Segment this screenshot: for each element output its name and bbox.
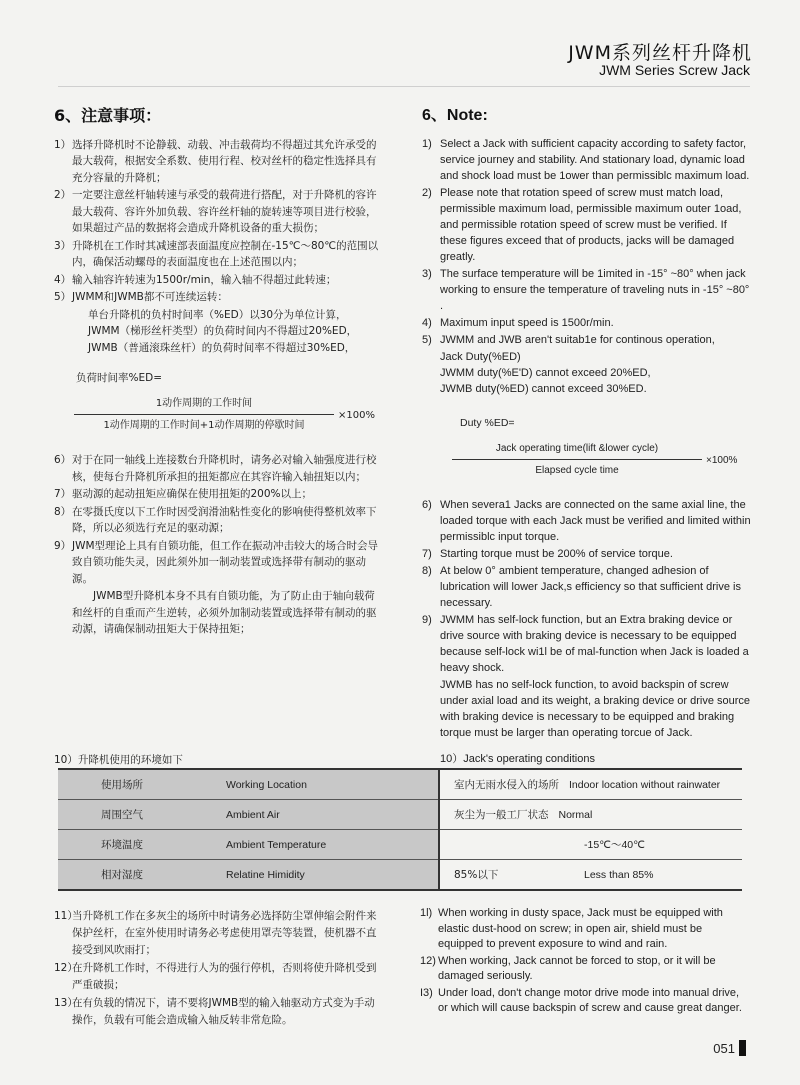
- note-item: [422, 136, 752, 184]
- item9-extra: JWMB has no self-lock function, to avoid backspin of screw under axial load and its weight, a braking device or drive source with braking device is necessary to be equipped and braking torque must be larger than operating torcue of Jack.: [440, 679, 751, 739]
- environment-table: [58, 768, 742, 891]
- row-label-cn: 周围空气: [58, 800, 186, 830]
- formula-cn: [54, 370, 384, 440]
- note-item: [420, 986, 750, 1017]
- row-value-en: Indoor location without rainwater: [569, 779, 721, 791]
- note-text: 驱动源的起动扭矩应确保在使用扭矩的200%以上；: [72, 488, 313, 500]
- note-item: [54, 238, 384, 271]
- section-title-en: 6、Note:: [422, 107, 488, 124]
- formula-multiplier: ×100%: [706, 455, 738, 466]
- note-number: 1）: [54, 138, 72, 151]
- note-text: Please note that rotation speed of screw must match load, permissible maximum load, permissible maximum outer 1oad, and permissible rotation speed of screw must be verified. If these figures exceed that of products, jacks will be damaged greatly.: [440, 187, 742, 263]
- note-number: 9）: [54, 539, 72, 552]
- sub-line: JWMB duty(%ED) cannot exceed 30%ED.: [440, 383, 647, 395]
- row-label-en: Working Location: [186, 769, 439, 800]
- note-number: 5): [422, 334, 432, 346]
- page-number: [713, 1040, 746, 1056]
- note-number: 13）: [54, 997, 78, 1009]
- note-text: Under load, don't change motor drive mode into manual drive, or which will cause backspin of screw and cause great danger.: [438, 986, 742, 1014]
- note-text: Starting torque must be 200% of service torque.: [440, 548, 673, 560]
- note-number: 4）: [54, 273, 72, 286]
- row-value: [439, 769, 742, 800]
- table-row: [58, 769, 742, 800]
- table-title-cn: 10）升降机使用的环境如下: [54, 754, 183, 766]
- note-number: 6）: [54, 454, 72, 466]
- note-item: [422, 315, 752, 331]
- item9-extra: JWMB型升降机本身不具有自锁功能，为了防止由于轴向载荷和丝杆的自重而产生逆转，必须外加制动装置或选择带有制动的驱动源，请确保制动扭矩大于保持扭矩；: [72, 590, 377, 635]
- table-title-en: 10）Jack's operating conditions: [440, 753, 595, 765]
- note-item: [422, 612, 752, 676]
- note-text: 在升降机工作时，不得进行人为的强行停机，否则将使升降机受到严重破损；: [72, 962, 377, 991]
- note-item: [54, 960, 384, 994]
- note-item: [422, 497, 752, 545]
- row-value: [439, 800, 742, 830]
- note-text: Select a Jack with sufficient capacity according to safety factor, service journey and stability. And stationary load, dynamic load and shock load must be 1ower than permissiblc maximum load.: [440, 138, 750, 182]
- note-number: 7): [422, 548, 432, 560]
- note-text: 一定要注意丝杆轴转速与承受的载荷进行搭配，对于升降机的容许最大载荷、容许外加负载、容许丝杆轴的旋转速等项目进行校验，如果超过产品的数据将会造成升降机设备的重大损伤；: [72, 189, 377, 234]
- note-number: 2）: [54, 189, 72, 201]
- note-text: JWMM has self-lock function, but an Extra braking device or drive source with braking device is necessary to be equipped because self-lock wi1l be of mal-function when Jack is loaded a heavy shock.: [440, 614, 749, 674]
- note-number: 2): [422, 187, 432, 199]
- note-item: [420, 954, 750, 985]
- row-label-en: Ambient Temperature: [186, 830, 439, 860]
- header-title-en: JWM Series Screw Jack: [599, 62, 750, 78]
- formula-numerator: 1动作周期的工作时间: [155, 398, 253, 409]
- page-marker-bar: [739, 1040, 746, 1056]
- formula-fraction-line: [452, 459, 702, 460]
- row-value-cn: 灰尘为一般工厂状态: [454, 809, 549, 821]
- bottom-notes-en: [420, 906, 750, 1018]
- table-row: [58, 830, 742, 860]
- sub-line: JWMM（梯形丝杆类型）的负荷时间内不得超过20%ED，: [88, 325, 358, 337]
- note-number: 11）: [54, 910, 78, 922]
- note-number: 1): [422, 138, 432, 150]
- row-value-cn: 85%以下: [454, 869, 499, 881]
- formula-numerator: Jack operating time(lift &lower cycle): [495, 443, 659, 454]
- note-text: 输入轴容许转速为1500r/min，输入轴不得超过此转速；: [72, 273, 337, 286]
- formula-label: 负荷时间率%ED=: [76, 372, 162, 384]
- formula-denominator: Elapsed cycle time: [535, 465, 619, 476]
- note-text: 对于在同一轴线上连接数台升降机时，请务必对输入轴强度进行校核，使每台升降机所承担的扭矩都应在其容许输入轴扭矩以内；: [72, 454, 377, 483]
- note-text: 在有负载的情况下，请不要将JWMB型的输入轴驱动方式变为手动操作，负载有可能会造成输入轴反转非常危险。: [72, 997, 375, 1026]
- note-number: I3): [420, 986, 433, 999]
- note-text: JWM型理论上具有自锁功能，但工作在振动冲击较大的场合时会导致自锁功能失灵，因此须外加一制动装置或选择带有制动的驱动源。: [72, 539, 379, 585]
- sub-line: JWMM duty(%E'D) cannot exceed 20%ED,: [440, 367, 651, 379]
- note-item: [54, 137, 384, 187]
- note-item: [54, 187, 384, 237]
- note-text: JWMM and JWB aren't suitab1e for continous operation,: [440, 334, 715, 346]
- note-text: 升降机在工作时其减速部表面温度应控制在-15℃～80℃的范围以内，确保活动螺母的表面温度也在上述范围以内；: [72, 239, 379, 268]
- table-row: [58, 860, 742, 891]
- note-text: When severa1 Jacks are connected on the same axial line, the loaded torque with each Jack must be verified and limited within permissiblc input torque.: [440, 499, 751, 543]
- row-value: [439, 860, 742, 891]
- table-row: [58, 800, 742, 830]
- note-number: 8): [422, 565, 432, 577]
- row-label-en: Relatine Himidity: [186, 860, 439, 891]
- header-divider: [58, 86, 750, 87]
- note-text: When working, Jack cannot be forced to stop, or it will be damaged seriously.: [438, 954, 716, 982]
- note-item: [54, 452, 384, 485]
- note-text: Maximum input speed is 1500r/min.: [440, 317, 614, 329]
- note-number: 9): [422, 614, 432, 626]
- note-text: 当升降机工作在多灰尘的场所中时请务必选择防尘罩伸缩会附件来保护丝杆，在室外使用时请务必考虑使用罩壳等装置，使机器不直接受到风吹雨打；: [72, 910, 377, 956]
- formula-en: [422, 415, 752, 485]
- formula-multiplier: ×100%: [338, 410, 375, 421]
- note-item: [54, 908, 384, 959]
- row-value-en: -15℃～40℃: [584, 839, 645, 851]
- note-item: [54, 995, 384, 1029]
- note-text: When working in dusty space, Jack must be equipped with elastic dust-hood on screw; in open air, shield must be equipped to prevent exposure to wind and rain.: [438, 907, 723, 950]
- note-item: [422, 563, 752, 611]
- note-number: 5）: [54, 291, 72, 303]
- note-item: [422, 332, 752, 348]
- note-item: [422, 185, 752, 265]
- note-number: 8）: [54, 505, 72, 518]
- sub-line: JWMB（普通滚珠丝杆）的负荷时间率不得超过30%ED，: [88, 341, 356, 354]
- left-column: [54, 108, 384, 638]
- page-number-text: 051: [713, 1041, 735, 1056]
- note-item: [54, 272, 384, 289]
- row-value-en: Normal: [558, 809, 593, 821]
- formula-label: Duty %ED=: [460, 417, 515, 429]
- row-value: [439, 830, 742, 860]
- formula-fraction-line: [74, 414, 334, 415]
- note-item: [54, 486, 384, 503]
- sub-line: Jack Duty(%ED): [440, 351, 521, 363]
- note-item: [54, 504, 384, 537]
- section-title-cn: 6、注意事项：: [54, 106, 162, 125]
- note-text: 选择升降机时不论静载、动载、冲击载荷均不得超过其允许承受的最大载荷，根据安全系数、使用行程、校对丝杆的稳定性选择具有充分容量的升降机；: [72, 138, 377, 184]
- formula-denominator: 1动作周期的工作时间+1动作周期的停歇时间: [103, 420, 305, 431]
- note-number: 12）: [54, 962, 78, 974]
- note-item: [54, 538, 384, 588]
- sub-line: 单台升降机的负村时间率（%ED）以30分为单位计算，: [88, 308, 347, 321]
- note-number: 3）: [54, 239, 72, 252]
- note-number: 6): [422, 499, 432, 511]
- note-text: At below 0° ambient temperature, changed adhesion of lubrication will lower Jack,s efficiency so that sufficient drive is necessary.: [440, 565, 741, 609]
- note-number: 12): [420, 954, 436, 967]
- row-label-cn: 环境温度: [58, 830, 186, 860]
- note-number: 7）: [54, 488, 72, 500]
- note-item: [54, 289, 384, 306]
- note-text: 在零摄氏度以下工作时因受润滑油粘性变化的影响使得整机效率下降，所以必须选行充足的驱动源；: [72, 505, 377, 534]
- row-label-en: Ambient Air: [186, 800, 439, 830]
- right-column: [422, 108, 752, 741]
- bottom-notes-cn: [54, 908, 384, 1030]
- note-text: The surface temperature will be 1imited in -15° ~80° when jack working to ensure the temperature of traveling nuts in -15° ~80° .: [440, 268, 750, 312]
- note-text: JWMM和JWMB都不可连续运转：: [72, 291, 228, 303]
- note-item: [422, 266, 752, 314]
- row-value-en: Less than 85%: [584, 869, 654, 881]
- note-item: [420, 906, 750, 953]
- note-number: 3): [422, 268, 432, 280]
- row-label-cn: 相对湿度: [58, 860, 186, 891]
- note-item: [422, 546, 752, 562]
- row-value-cn: 室内无雨水侵入的场所: [454, 779, 559, 791]
- note-number: 4): [422, 317, 432, 329]
- row-label-cn: 使用场所: [58, 769, 186, 800]
- header-title-cn: JWM系列丝杆升降机: [568, 42, 752, 64]
- note-number: 1l): [420, 907, 433, 919]
